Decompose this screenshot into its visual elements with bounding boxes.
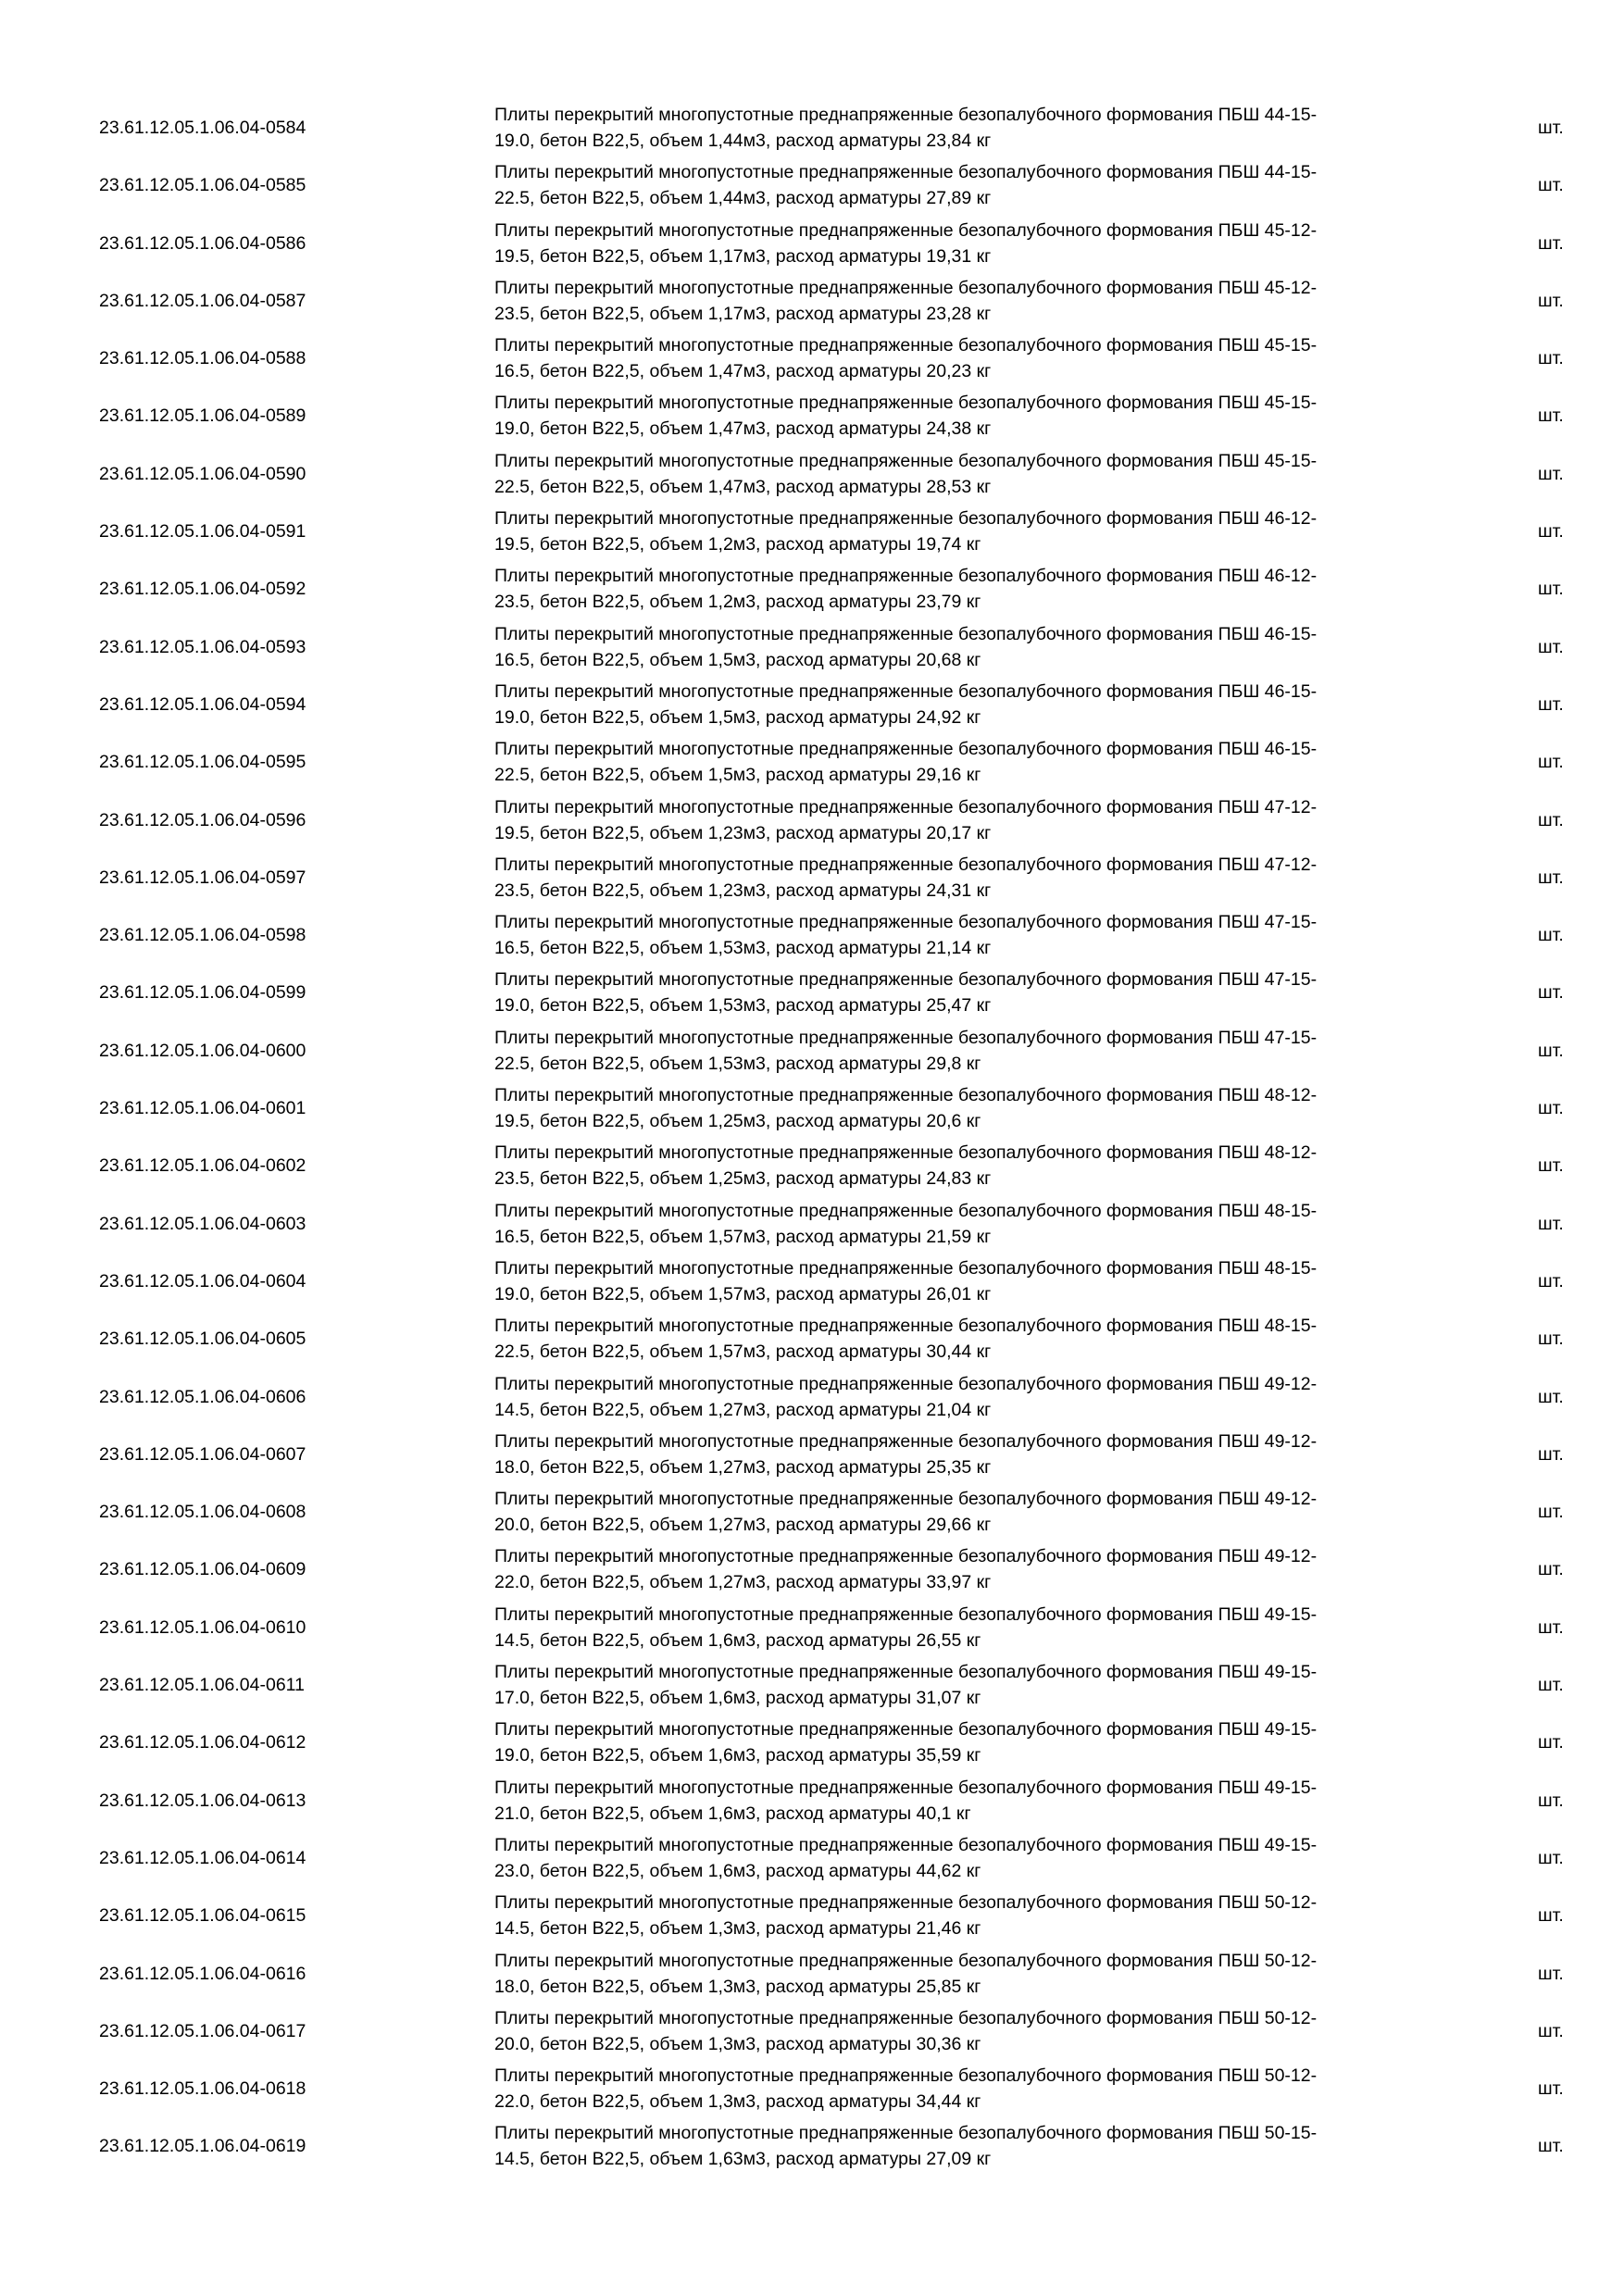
resource-code: 23.61.12.05.1.06.04-0594 bbox=[99, 693, 306, 715]
description-line-1: Плиты перекрытий многопустотные преднапряженные безопалубочного формования ПБШ 46-15- bbox=[494, 623, 1318, 644]
resource-code: 23.61.12.05.1.06.04-0607 bbox=[99, 1443, 306, 1465]
description-line-2: 14.5, бетон В22,5, объем 1,63м3, расход арматуры 27,09 кг bbox=[494, 2149, 992, 2170]
description-line-2: 19.0, бетон В22,5, объем 1,57м3, расход арматуры 26,01 кг bbox=[494, 1283, 992, 1304]
description-line-2: 22.0, бетон В22,5, объем 1,3м3, расход арматуры 34,44 кг bbox=[494, 2091, 981, 2113]
resource-code: 23.61.12.05.1.06.04-0587 bbox=[99, 290, 306, 311]
description-line-1: Плиты перекрытий многопустотные преднапряженные безопалубочного формования ПБШ 45-12- bbox=[494, 277, 1318, 298]
description-line-2: 18.0, бетон В22,5, объем 1,27м3, расход арматуры 25,35 кг bbox=[494, 1456, 992, 1478]
resource-code: 23.61.12.05.1.06.04-0610 bbox=[99, 1616, 306, 1638]
description-line-2: 23.5, бетон В22,5, объем 1,17м3, расход арматуры 23,28 кг bbox=[494, 303, 992, 324]
resource-description bbox=[494, 679, 1448, 730]
unit-of-measure: шт. bbox=[1538, 1905, 1564, 1927]
resource-description bbox=[494, 621, 1448, 673]
table-row bbox=[0, 1772, 1624, 1829]
description-line-2: 23.5, бетон В22,5, объем 1,23м3, расход арматуры 24,31 кг bbox=[494, 880, 992, 901]
resource-code: 23.61.12.05.1.06.04-0596 bbox=[99, 809, 306, 830]
unit-of-measure: шт. bbox=[1538, 752, 1564, 773]
table-row bbox=[0, 1829, 1624, 1887]
resource-description bbox=[494, 218, 1448, 269]
unit-of-measure: шт. bbox=[1538, 693, 1564, 715]
resource-code: 23.61.12.05.1.06.04-0609 bbox=[99, 1559, 306, 1580]
description-line-1: Плиты перекрытий многопустотные преднапряженные безопалубочного формования ПБШ 46-12- bbox=[494, 566, 1318, 587]
unit-of-measure: шт. bbox=[1538, 1732, 1564, 1753]
description-line-2: 19.5, бетон В22,5, объем 1,23м3, расход арматуры 20,17 кг bbox=[494, 822, 992, 843]
resource-description bbox=[494, 448, 1448, 500]
description-line-1: Плиты перекрытий многопустотные преднапряженные безопалубочного формования ПБШ 45-12- bbox=[494, 219, 1318, 241]
table-row bbox=[0, 156, 1624, 214]
table-row bbox=[0, 964, 1624, 1021]
resource-code: 23.61.12.05.1.06.04-0605 bbox=[99, 1329, 306, 1350]
price-list-table bbox=[0, 99, 1624, 2176]
table-row bbox=[0, 2003, 1624, 2060]
description-line-2: 16.5, бетон В22,5, объем 1,5м3, расход арматуры 20,68 кг bbox=[494, 649, 981, 670]
resource-description bbox=[494, 852, 1448, 904]
description-line-1: Плиты перекрытий многопустотные преднапряженные безопалубочного формования ПБШ 49-15- bbox=[494, 1777, 1318, 1798]
table-row bbox=[0, 1253, 1624, 1310]
description-line-1: Плиты перекрытий многопустотные преднапряженные безопалубочного формования ПБШ 47-15- bbox=[494, 969, 1318, 991]
description-line-2: 17.0, бетон В22,5, объем 1,6м3, расход арматуры 31,07 кг bbox=[494, 1688, 981, 1709]
unit-of-measure: шт. bbox=[1538, 348, 1564, 369]
description-line-1: Плиты перекрытий многопустотные преднапряженные безопалубочного формования ПБШ 50-12- bbox=[494, 1950, 1318, 1971]
table-row bbox=[0, 1368, 1624, 1426]
resource-description bbox=[494, 1313, 1448, 1365]
resource-description bbox=[494, 505, 1448, 557]
description-line-2: 23.0, бетон В22,5, объем 1,6м3, расход арматуры 44,62 кг bbox=[494, 1860, 981, 1881]
resource-code: 23.61.12.05.1.06.04-0584 bbox=[99, 118, 306, 138]
table-row bbox=[0, 2117, 1624, 2175]
resource-description bbox=[494, 1371, 1448, 1423]
resource-description bbox=[494, 1890, 1448, 1941]
description-line-2: 22.5, бетон В22,5, объем 1,44м3, расход арматуры 27,89 кг bbox=[494, 188, 992, 209]
unit-of-measure: шт. bbox=[1538, 1675, 1564, 1696]
description-line-2: 18.0, бетон В22,5, объем 1,3м3, расход арматуры 25,85 кг bbox=[494, 1976, 981, 1997]
table-row bbox=[0, 2060, 1624, 2117]
table-row bbox=[0, 1714, 1624, 1771]
description-line-1: Плиты перекрытий многопустотные преднапряженные безопалубочного формования ПБШ 49-12- bbox=[494, 1546, 1318, 1567]
table-row bbox=[0, 330, 1624, 387]
unit-of-measure: шт. bbox=[1538, 118, 1564, 138]
resource-code: 23.61.12.05.1.06.04-0617 bbox=[99, 2020, 306, 2041]
description-line-1: Плиты перекрытий многопустотные преднапряженные безопалубочного формования ПБШ 49-12- bbox=[494, 1373, 1318, 1394]
description-line-2: 19.0, бетон В22,5, объем 1,5м3, расход арматуры 24,92 кг bbox=[494, 706, 981, 728]
table-row bbox=[0, 387, 1624, 444]
table-row bbox=[0, 676, 1624, 733]
table-row bbox=[0, 1656, 1624, 1714]
description-line-2: 19.5, бетон В22,5, объем 1,17м3, расход арматуры 19,31 кг bbox=[494, 245, 992, 267]
resource-description bbox=[494, 967, 1448, 1018]
resource-code: 23.61.12.05.1.06.04-0614 bbox=[99, 1847, 306, 1868]
description-line-1: Плиты перекрытий многопустотные преднапряженные безопалубочного формования ПБШ 48-15- bbox=[494, 1257, 1318, 1279]
unit-of-measure: шт. bbox=[1538, 867, 1564, 888]
table-row bbox=[0, 560, 1624, 618]
unit-of-measure: шт. bbox=[1538, 1329, 1564, 1350]
table-row bbox=[0, 215, 1624, 272]
description-line-1: Плиты перекрытий многопустотные преднапряженные безопалубочного формования ПБШ 50-15- bbox=[494, 2123, 1318, 2144]
description-line-1: Плиты перекрытий многопустотные преднапряженные безопалубочного формования ПБШ 48-15- bbox=[494, 1316, 1318, 1337]
resource-description bbox=[494, 1082, 1448, 1134]
unit-of-measure: шт. bbox=[1538, 1963, 1564, 1984]
description-line-2: 19.0, бетон В22,5, объем 1,6м3, расход арматуры 35,59 кг bbox=[494, 1745, 981, 1766]
resource-description bbox=[494, 794, 1448, 846]
unit-of-measure: шт. bbox=[1538, 1386, 1564, 1407]
resource-code: 23.61.12.05.1.06.04-0593 bbox=[99, 636, 306, 657]
description-line-2: 21.0, бетон В22,5, объем 1,6м3, расход арматуры 40,1 кг bbox=[494, 1803, 971, 1824]
resource-code: 23.61.12.05.1.06.04-0606 bbox=[99, 1386, 306, 1407]
description-line-1: Плиты перекрытий многопустотные преднапряженные безопалубочного формования ПБШ 46-15- bbox=[494, 680, 1318, 702]
table-row bbox=[0, 1945, 1624, 2003]
resource-code: 23.61.12.05.1.06.04-0595 bbox=[99, 752, 306, 773]
description-line-2: 14.5, бетон В22,5, объем 1,27м3, расход арматуры 21,04 кг bbox=[494, 1399, 992, 1420]
description-line-2: 22.0, бетон В22,5, объем 1,27м3, расход арматуры 33,97 кг bbox=[494, 1572, 992, 1593]
unit-of-measure: шт. bbox=[1538, 636, 1564, 657]
description-line-1: Плиты перекрытий многопустотные преднапряженные безопалубочного формования ПБШ 47-15- bbox=[494, 1027, 1318, 1048]
unit-of-measure: шт. bbox=[1538, 1098, 1564, 1119]
resource-description bbox=[494, 1198, 1448, 1250]
resource-code: 23.61.12.05.1.06.04-0603 bbox=[99, 1213, 306, 1234]
resource-code: 23.61.12.05.1.06.04-0589 bbox=[99, 406, 306, 427]
table-row bbox=[0, 445, 1624, 503]
description-line-2: 16.5, бетон В22,5, объем 1,47м3, расход арматуры 20,23 кг bbox=[494, 361, 992, 382]
description-line-2: 20.0, бетон В22,5, объем 1,3м3, расход арматуры 30,36 кг bbox=[494, 2033, 981, 2054]
resource-code: 23.61.12.05.1.06.04-0586 bbox=[99, 232, 306, 254]
description-line-2: 16.5, бетон В22,5, объем 1,57м3, расход арматуры 21,59 кг bbox=[494, 1226, 992, 1247]
table-row bbox=[0, 792, 1624, 849]
unit-of-measure: шт. bbox=[1538, 579, 1564, 600]
resource-description bbox=[494, 332, 1448, 384]
description-line-1: Плиты перекрытий многопустотные преднапряженные безопалубочного формования ПБШ 47-12- bbox=[494, 854, 1318, 875]
resource-code: 23.61.12.05.1.06.04-0602 bbox=[99, 1155, 306, 1177]
description-line-1: Плиты перекрытий многопустотные преднапряженные безопалубочного формования ПБШ 48-12- bbox=[494, 1085, 1318, 1106]
description-line-1: Плиты перекрытий многопустотные преднапряженные безопалубочного формования ПБШ 49-15- bbox=[494, 1603, 1318, 1625]
resource-description bbox=[494, 1948, 1448, 2000]
description-line-1: Плиты перекрытий многопустотные преднапряженные безопалубочного формования ПБШ 49-15- bbox=[494, 1719, 1318, 1741]
table-row bbox=[0, 618, 1624, 676]
description-line-1: Плиты перекрытий многопустотные преднапряженные безопалубочного формования ПБШ 49-15- bbox=[494, 1834, 1318, 1855]
resource-code: 23.61.12.05.1.06.04-0585 bbox=[99, 175, 306, 196]
resource-description bbox=[494, 1429, 1448, 1480]
description-line-1: Плиты перекрытий многопустотные преднапряженные безопалубочного формования ПБШ 49-12- bbox=[494, 1430, 1318, 1452]
description-line-2: 22.5, бетон В22,5, объем 1,47м3, расход арматуры 28,53 кг bbox=[494, 476, 992, 497]
resource-code: 23.61.12.05.1.06.04-0599 bbox=[99, 982, 306, 1004]
resource-description bbox=[494, 390, 1448, 442]
table-row bbox=[0, 849, 1624, 906]
table-row bbox=[0, 1887, 1624, 1944]
table-row bbox=[0, 1483, 1624, 1541]
unit-of-measure: шт. bbox=[1538, 1270, 1564, 1292]
description-line-1: Плиты перекрытий многопустотные преднапряженные безопалубочного формования ПБШ 44-15- bbox=[494, 105, 1318, 125]
resource-description bbox=[494, 2005, 1448, 2057]
resource-code: 23.61.12.05.1.06.04-0588 bbox=[99, 348, 306, 369]
resource-code: 23.61.12.05.1.06.04-0601 bbox=[99, 1098, 306, 1119]
resource-description bbox=[494, 1543, 1448, 1595]
unit-of-measure: шт. bbox=[1538, 290, 1564, 311]
description-line-2: 19.5, бетон В22,5, объем 1,25м3, расход арматуры 20,6 кг bbox=[494, 1111, 981, 1132]
resource-code: 23.61.12.05.1.06.04-0612 bbox=[99, 1732, 306, 1753]
description-line-1: Плиты перекрытий многопустотные преднапряженные безопалубочного формования ПБШ 48-15- bbox=[494, 1200, 1318, 1221]
unit-of-measure: шт. bbox=[1538, 232, 1564, 254]
resource-description bbox=[494, 736, 1448, 788]
unit-of-measure: шт. bbox=[1538, 175, 1564, 196]
description-line-1: Плиты перекрытий многопустотные преднапряженные безопалубочного формования ПБШ 45-15- bbox=[494, 393, 1318, 414]
resource-description bbox=[494, 2063, 1448, 2115]
resource-code: 23.61.12.05.1.06.04-0616 bbox=[99, 1963, 306, 1984]
resource-description bbox=[494, 2120, 1448, 2172]
table-row bbox=[0, 503, 1624, 560]
resource-description bbox=[494, 1775, 1448, 1827]
unit-of-measure: шт. bbox=[1538, 1790, 1564, 1811]
description-line-1: Плиты перекрытий многопустотные преднапряженные безопалубочного формования ПБШ 46-12- bbox=[494, 508, 1318, 530]
table-row bbox=[0, 1137, 1624, 1194]
unit-of-measure: шт. bbox=[1538, 1040, 1564, 1061]
description-line-1: Плиты перекрытий многопустотные преднапряженные безопалубочного формования ПБШ 44-15- bbox=[494, 162, 1318, 183]
description-line-1: Плиты перекрытий многопустотные преднапряженные безопалубочного формования ПБШ 50-12- bbox=[494, 1892, 1318, 1914]
resource-code: 23.61.12.05.1.06.04-0597 bbox=[99, 867, 306, 888]
unit-of-measure: шт. bbox=[1538, 809, 1564, 830]
description-line-1: Плиты перекрытий многопустотные преднапряженные безопалубочного формования ПБШ 46-15- bbox=[494, 739, 1318, 760]
description-line-2: 19.5, бетон В22,5, объем 1,2м3, расход арматуры 19,74 кг bbox=[494, 534, 981, 555]
unit-of-measure: шт. bbox=[1538, 406, 1564, 427]
resource-code: 23.61.12.05.1.06.04-0613 bbox=[99, 1790, 306, 1811]
table-row bbox=[0, 733, 1624, 791]
resource-description bbox=[494, 1255, 1448, 1307]
description-line-2: 19.0, бетон В22,5, объем 1,44м3, расход арматуры 23,84 кг bbox=[494, 131, 992, 151]
resource-code: 23.61.12.05.1.06.04-0600 bbox=[99, 1040, 306, 1061]
table-row bbox=[0, 1195, 1624, 1253]
description-line-2: 23.5, бетон В22,5, объем 1,2м3, расход арматуры 23,79 кг bbox=[494, 592, 981, 613]
unit-of-measure: шт. bbox=[1538, 1213, 1564, 1234]
description-line-2: 16.5, бетон В22,5, объем 1,53м3, расход арматуры 21,14 кг bbox=[494, 938, 992, 959]
unit-of-measure: шт. bbox=[1538, 1847, 1564, 1868]
description-line-2: 22.5, бетон В22,5, объем 1,57м3, расход арматуры 30,44 кг bbox=[494, 1341, 992, 1363]
table-row bbox=[0, 906, 1624, 964]
resource-code: 23.61.12.05.1.06.04-0592 bbox=[99, 579, 306, 600]
resource-code: 23.61.12.05.1.06.04-0608 bbox=[99, 1502, 306, 1523]
resource-description bbox=[494, 563, 1448, 615]
resource-code: 23.61.12.05.1.06.04-0598 bbox=[99, 925, 306, 946]
table-row bbox=[0, 99, 1624, 156]
description-line-2: 14.5, бетон В22,5, объем 1,6м3, расход арматуры 26,55 кг bbox=[494, 1629, 981, 1651]
resource-description bbox=[494, 1716, 1448, 1768]
resource-code: 23.61.12.05.1.06.04-0591 bbox=[99, 521, 306, 543]
table-row bbox=[0, 1426, 1624, 1483]
table-row bbox=[0, 1310, 1624, 1367]
description-line-2: 20.0, бетон В22,5, объем 1,27м3, расход арматуры 29,66 кг bbox=[494, 1515, 992, 1536]
description-line-2: 22.5, бетон В22,5, объем 1,5м3, расход арматуры 29,16 кг bbox=[494, 765, 981, 786]
table-row bbox=[0, 1079, 1624, 1137]
resource-code: 23.61.12.05.1.06.04-0619 bbox=[99, 2136, 306, 2157]
resource-description bbox=[494, 159, 1448, 211]
description-line-2: 19.0, бетон В22,5, объем 1,53м3, расход арматуры 25,47 кг bbox=[494, 995, 992, 1017]
description-line-1: Плиты перекрытий многопустотные преднапряженные безопалубочного формования ПБШ 45-15- bbox=[494, 450, 1318, 471]
description-line-1: Плиты перекрытий многопустотные преднапряженные безопалубочного формования ПБШ 50-12- bbox=[494, 2065, 1318, 2087]
resource-code: 23.61.12.05.1.06.04-0604 bbox=[99, 1270, 306, 1292]
description-line-1: Плиты перекрытий многопустотные преднапряженные безопалубочного формования ПБШ 50-12- bbox=[494, 2007, 1318, 2028]
unit-of-measure: шт. bbox=[1538, 925, 1564, 946]
description-line-1: Плиты перекрытий многопустотные преднапряженные безопалубочного формования ПБШ 48-12- bbox=[494, 1142, 1318, 1164]
resource-description bbox=[494, 1025, 1448, 1077]
table-row bbox=[0, 1541, 1624, 1598]
description-line-1: Плиты перекрытий многопустотные преднапряженные безопалубочного формования ПБШ 47-15- bbox=[494, 912, 1318, 933]
resource-description bbox=[494, 1140, 1448, 1192]
unit-of-measure: шт. bbox=[1538, 463, 1564, 484]
resource-code: 23.61.12.05.1.06.04-0590 bbox=[99, 463, 306, 484]
table-row bbox=[0, 272, 1624, 330]
unit-of-measure: шт. bbox=[1538, 2020, 1564, 2041]
unit-of-measure: шт. bbox=[1538, 1443, 1564, 1465]
resource-description bbox=[494, 102, 1448, 154]
resource-description bbox=[494, 1659, 1448, 1711]
description-line-1: Плиты перекрытий многопустотные преднапряженные безопалубочного формования ПБШ 49-15- bbox=[494, 1662, 1318, 1683]
unit-of-measure: шт. bbox=[1538, 1502, 1564, 1523]
description-line-1: Плиты перекрытий многопустотные преднапряженные безопалубочного формования ПБШ 49-12- bbox=[494, 1489, 1318, 1510]
table-row bbox=[0, 1022, 1624, 1079]
unit-of-measure: шт. bbox=[1538, 521, 1564, 543]
resource-description bbox=[494, 1832, 1448, 1884]
resource-description bbox=[494, 1602, 1448, 1653]
resource-description bbox=[494, 909, 1448, 961]
description-line-2: 19.0, бетон В22,5, объем 1,47м3, расход арматуры 24,38 кг bbox=[494, 418, 992, 440]
resource-description bbox=[494, 275, 1448, 327]
description-line-1: Плиты перекрытий многопустотные преднапряженные безопалубочного формования ПБШ 47-12- bbox=[494, 796, 1318, 817]
table-row bbox=[0, 1599, 1624, 1656]
resource-code: 23.61.12.05.1.06.04-0618 bbox=[99, 2078, 306, 2100]
description-line-2: 14.5, бетон В22,5, объем 1,3м3, расход арматуры 21,46 кг bbox=[494, 1918, 981, 1940]
description-line-2: 23.5, бетон В22,5, объем 1,25м3, расход арматуры 24,83 кг bbox=[494, 1168, 992, 1190]
resource-code: 23.61.12.05.1.06.04-0611 bbox=[99, 1675, 305, 1696]
unit-of-measure: шт. bbox=[1538, 2136, 1564, 2157]
resource-code: 23.61.12.05.1.06.04-0615 bbox=[99, 1905, 306, 1927]
unit-of-measure: шт. bbox=[1538, 1155, 1564, 1177]
description-line-2: 22.5, бетон В22,5, объем 1,53м3, расход арматуры 29,8 кг bbox=[494, 1053, 981, 1074]
description-line-1: Плиты перекрытий многопустотные преднапряженные безопалубочного формования ПБШ 45-15- bbox=[494, 335, 1318, 356]
resource-description bbox=[494, 1486, 1448, 1538]
unit-of-measure: шт. bbox=[1538, 1559, 1564, 1580]
unit-of-measure: шт. bbox=[1538, 1616, 1564, 1638]
unit-of-measure: шт. bbox=[1538, 2078, 1564, 2100]
unit-of-measure: шт. bbox=[1538, 982, 1564, 1004]
